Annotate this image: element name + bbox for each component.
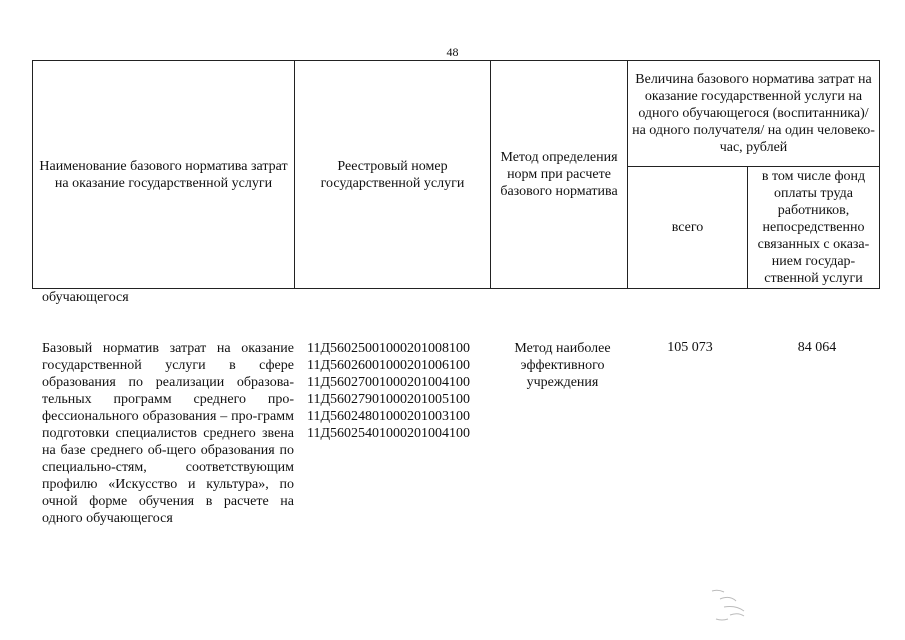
- header-total-label: всего: [671, 220, 704, 235]
- header-cell-value: [628, 61, 880, 167]
- norm-name-text: Базовый норматив затрат на оказание государственной услуги в сфере образования по реализации образова-тельных программ среднего про-фессионального образования – про-грамм подготовки специалистов среднего звена на базе среднего об-щего образования по специально-стям, соответствующим профилю «Искусство и культура», по очной форме обучения в расчете на одного обучающегося: [42, 341, 294, 526]
- scan-artifact-mark: [700, 585, 760, 625]
- header-cell-method: [491, 61, 628, 289]
- header-name-label: Наименование базового норматива затрат на оказание государственной услуги: [39, 158, 288, 191]
- header-cell-registry: [295, 61, 491, 289]
- header-fund-label: в том числе фонд оплаты труда работников, непосредственно связанных с оказа-нием государ-ственной услуги: [757, 169, 870, 286]
- registry-code: 11Д56027901000201005100: [307, 392, 471, 407]
- registry-code: 11Д56027001000201004100: [307, 375, 471, 390]
- total-value: 105 073: [667, 340, 713, 355]
- header-cell-name: [33, 61, 295, 289]
- header-cell-fund: [748, 167, 880, 289]
- header-registry-label: Реестровый номер государственной услуги: [320, 158, 465, 191]
- header-cell-total: [628, 167, 748, 289]
- registry-code: 11Д56025401000201004100: [307, 426, 471, 441]
- header-value-label: Величина базового норматива затрат на оказание государственной услуги на одного обучающегося (воспитанника)/ на одного получателя/ на один человеко-час, рублей: [632, 72, 875, 155]
- fund-value: 84 064: [797, 340, 837, 355]
- registry-code: 11Д56025001000201008100: [307, 341, 471, 356]
- method-text: Метод наиболее эффективного учреждения: [514, 341, 611, 390]
- registry-code: 11Д56026001000201006100: [307, 358, 471, 373]
- carry-over-text: обучающегося: [42, 290, 129, 305]
- header-method-label: Метод определения норм при расчете базового норматива: [500, 150, 618, 199]
- page-number: 48: [446, 45, 459, 59]
- registry-code: 11Д56024801000201003100: [307, 409, 471, 424]
- norms-header-table: [32, 60, 880, 289]
- registry-codes-list: [307, 340, 497, 442]
